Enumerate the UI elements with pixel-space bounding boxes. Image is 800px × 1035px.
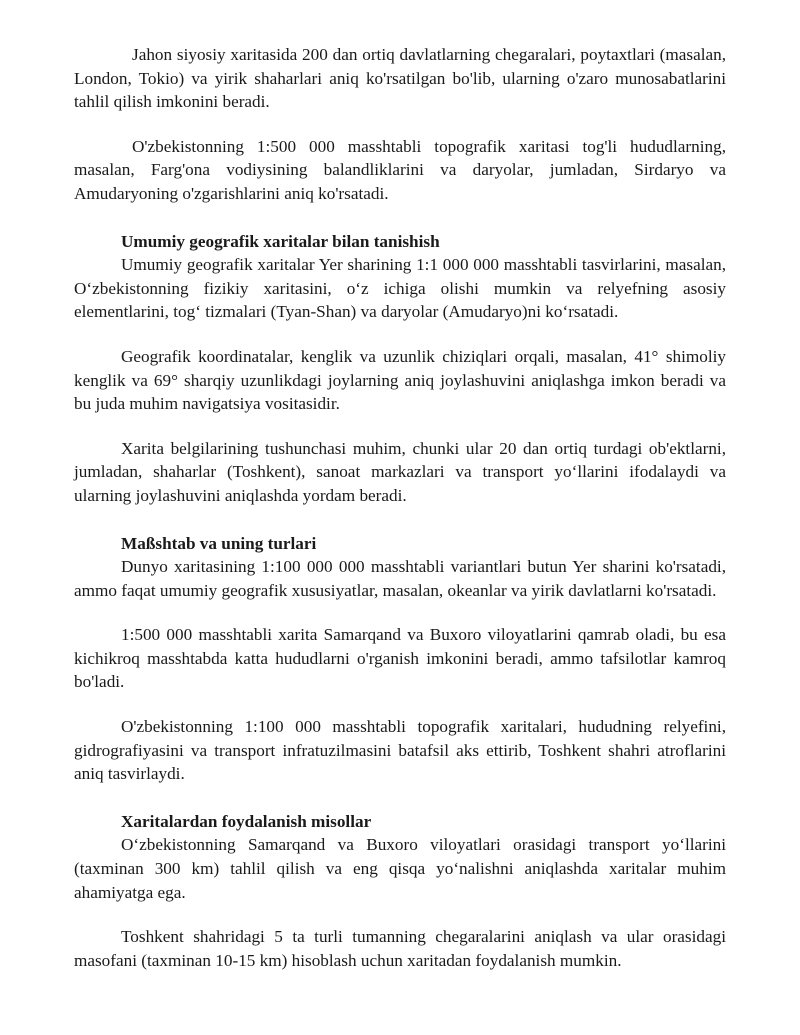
paragraph-district-boundaries: Toshkent shahridagi 5 ta turli tumanning chegaralarini aniqlash va ular orasidagi masofani (taxminan 10-15 km) hisoblash uchun xaritadan foydalanish mumkin. [74, 927, 726, 970]
paragraph-topographic-map: O'zbekistonning 1:500 000 masshtabli topografik xaritasi tog'li hududlarning, masalan, Farg'ona vodiysining balandliklarini va daryolar, jumladan, Sirdaryo va Amudaryoning o'zgarishlarini aniq ko'rsatadi. [74, 136, 726, 203]
paragraph-100k-scale: O'zbekistonning 1:100 000 masshtabli topografik xaritalari, hududning relyefini, gidrografiyasini va transport infratuzilmasini batafsil aks ettirib, Toshkent shahri atroflarini aniq tasvirlaydi. [74, 717, 726, 784]
paragraph-transport-routes: O‘zbekistonning Samarqand va Buxoro viloyatlari orasidagi transport yo‘llarini (taxminan 300 km) tahlil qilish va eng qisqa yo‘nalishni aniqlashda xaritalar muhim ahamiyatga ega. [74, 835, 726, 902]
paragraph-world-map-scale: Dunyo xaritasining 1:100 000 000 masshtabli variantlari butun Yer sharini ko'rsatadi, ammo faqat umumiy geografik xususiyatlar, masalan, okeanlar va yirik davlatlarni ko'rsatadi. [74, 557, 726, 600]
paragraph-general-maps: Umumiy geografik xaritalar Yer sharining 1:1 000 000 masshtabli tasvirlarini, masalan, O‘zbekistonning fizikiy xaritasini, o‘z ichiga olishi mumkin va relyefning asosiy elementlarini, tog‘ tizmalari (Tyan-Shan) va daryolar (Amudaryo)ni ko‘rsatadi. [74, 255, 726, 322]
section-heading-scale: Maßshtab va uning turlari [121, 533, 317, 553]
document-page [74, 43, 726, 972]
paragraph-500k-scale: 1:500 000 masshtabli xarita Samarqand va Buxoro viloyatlarini qamrab oladi, bu esa kichikroq masshtabda katta hududlarni o'rganish imkonini beradi, ammo tafsilotlar kamroq bo'ladi. [74, 625, 726, 692]
paragraph-coordinates: Geografik koordinatalar, kenglik va uzunlik chiziqlari orqali, masalan, 41° shimoliy kenglik va 69° sharqiy uzunlikdagi joylarning aniq joylashuvini aniqlashga imkon beradi va bu juda muhim navigatsiya vositasidir. [74, 346, 726, 414]
section-heading-map-usage: Xaritalardan foydalanish misollar [121, 811, 372, 831]
paragraph-map-symbols: Xarita belgilarining tushunchasi muhim, chunki ular 20 dan ortiq turdagi ob'ektlarni, jumladan, shaharlar (Toshkent), sanoat markazlari va transport yo‘llarini ifodalaydi va ularning joylashuvini aniqlashda yordam beradi. [74, 438, 726, 505]
section-heading-general-maps: Umumiy geografik xaritalar bilan tanishish [121, 231, 440, 251]
paragraph-political-map: Jahon siyosiy xaritasida 200 dan ortiq davlatlarning chegaralari, poytaxtlari (masalan, London, Tokio) va yirik shaharlari aniq ko'rsatilgan bo'lib, ularning o'zaro munosabatlarini tahlil qilish imkonini beradi. [74, 45, 726, 112]
